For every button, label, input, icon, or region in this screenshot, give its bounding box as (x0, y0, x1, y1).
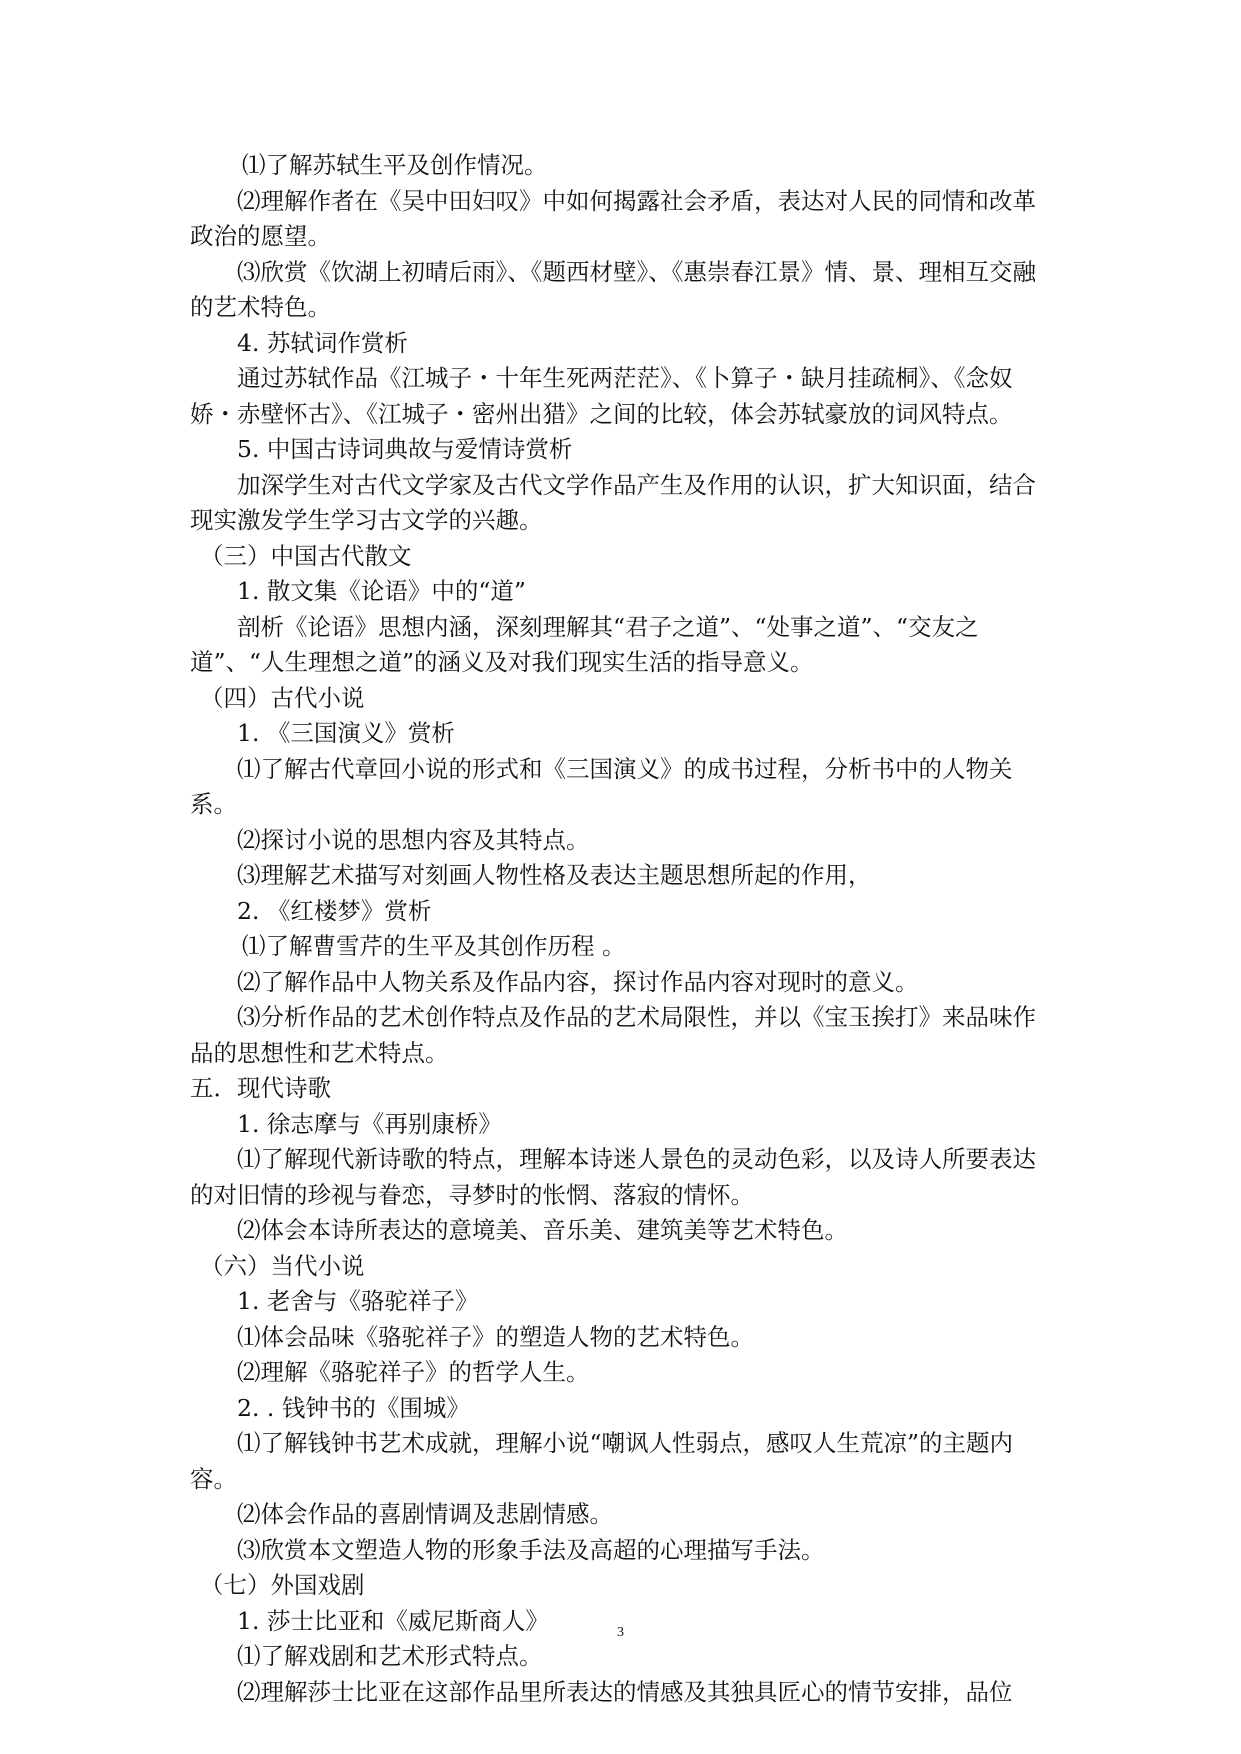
document-paragraph: 1. 散文集《论语》中的“道” (237, 577, 526, 605)
document-paragraph: 2. . 钱钟书的《围城》 (237, 1393, 470, 1422)
document-paragraph: ⑴了解戏剧和艺术形式特点。 (237, 1642, 543, 1670)
document-paragraph: ⑵理解《骆驼祥子》的哲学人生。 (237, 1358, 590, 1386)
document-paragraph: ⑶理解艺术描写对刻画人物性格及表达主题思想所起的作用， (237, 861, 872, 889)
document-paragraph: ⑵体会本诗所表达的意境美、音乐美、建筑美等艺术特色。 (237, 1216, 848, 1244)
document-paragraph: ⑶欣赏《饮湖上初晴后雨》、《题西材壁》、《惠崇春江景》情、景、理相互交融的艺术特色。 (190, 257, 1036, 321)
page-number: 3 (617, 1625, 624, 1640)
document-paragraph: 1. 《三国演义》赏析 (237, 719, 455, 747)
document-paragraph: 5. 中国古诗词典故与爱情诗赏析 (237, 435, 573, 463)
document-paragraph: 4. 苏轼词作赏析 (237, 328, 408, 357)
document-paragraph: ⑵体会作品的喜剧情调及悲剧情感。 (237, 1500, 613, 1528)
document-paragraph: （三）中国古代散文 (200, 541, 412, 570)
document-paragraph: ⑵理解莎士比亚在这部作品里所表达的情感及其独具匠心的情节安排，品位 (237, 1677, 1013, 1706)
document-paragraph: ⑴了解钱钟书艺术成就，理解小说“嘲讽人性弱点，感叹人生荒凉”的主题内容。 (190, 1429, 1014, 1493)
document-paragraph: （四）古代小说 (200, 683, 365, 712)
document-paragraph: 剖析《论语》思想内涵，深刻理解其“君子之道”、“处事之道”、“交友之道”、“人生理想之道”的涵义及对我们现实生活的指导意义。 (190, 612, 979, 676)
document-paragraph: 五．现代诗歌 (190, 1074, 331, 1102)
document-paragraph: 1. 老舍与《骆驼祥子》 (237, 1287, 479, 1315)
document-paragraph: ⑶分析作品的艺术创作特点及作品的艺术局限性，并以《宝玉挨打》来品味作品的思想性和艺术特点。 (190, 1003, 1036, 1067)
document-paragraph: ⑵探讨小说的思想内容及其特点。 (237, 825, 590, 854)
document-body (190, 148, 1055, 1710)
document-paragraph: ⑴了解曹雪芹的生平及其创作历程 。 (242, 932, 626, 960)
document-paragraph: ⑶欣赏本文塑造人物的形象手法及高超的心理描写手法。 (237, 1535, 825, 1564)
document-paragraph: （六）当代小说 (200, 1251, 365, 1280)
document-paragraph: ⑵了解作品中人物关系及作品内容，探讨作品内容对现时的意义。 (237, 967, 919, 996)
document-paragraph: 2. 《红楼梦》赏析 (237, 896, 432, 925)
document-paragraph: 1. 莎士比亚和《威尼斯商人》 (237, 1606, 549, 1635)
document-paragraph: ⑴了解现代新诗歌的特点，理解本诗迷人景色的灵动色彩，以及诗人所要表达的对旧情的珍视与眷恋，寻梦时的怅惘、落寂的情怀。 (190, 1145, 1036, 1209)
document-paragraph: ⑵理解作者在《吴中田妇叹》中如何揭露社会矛盾，表达对人民的同情和改革政治的愿望。 (190, 186, 1036, 250)
document-paragraph: ⑴了解古代章回小说的形式和《三国演义》的成书过程，分析书中的人物关系。 (190, 754, 1013, 818)
document-paragraph: 通过苏轼作品《江城子・十年生死两茫茫》、《卜算子・缺月挂疏桐》、《念奴娇・赤壁怀古》、《江城子・密州出猎》之间的比较，体会苏轼豪放的词风特点。 (190, 364, 1013, 428)
document-paragraph: ⑴体会品味《骆驼祥子》的塑造人物的艺术特色。 (237, 1322, 754, 1351)
document-paragraph: 1. 徐志摩与《再别康桥》 (237, 1109, 502, 1138)
document-paragraph: （七）外国戏剧 (200, 1571, 365, 1599)
document-paragraph: ⑴了解苏轼生平及创作情况。 (242, 151, 548, 179)
document-paragraph: 加深学生对古代文学家及古代文学作品产生及作用的认识，扩大知识面，结合现实激发学生学习古文学的兴趣。 (190, 470, 1036, 534)
